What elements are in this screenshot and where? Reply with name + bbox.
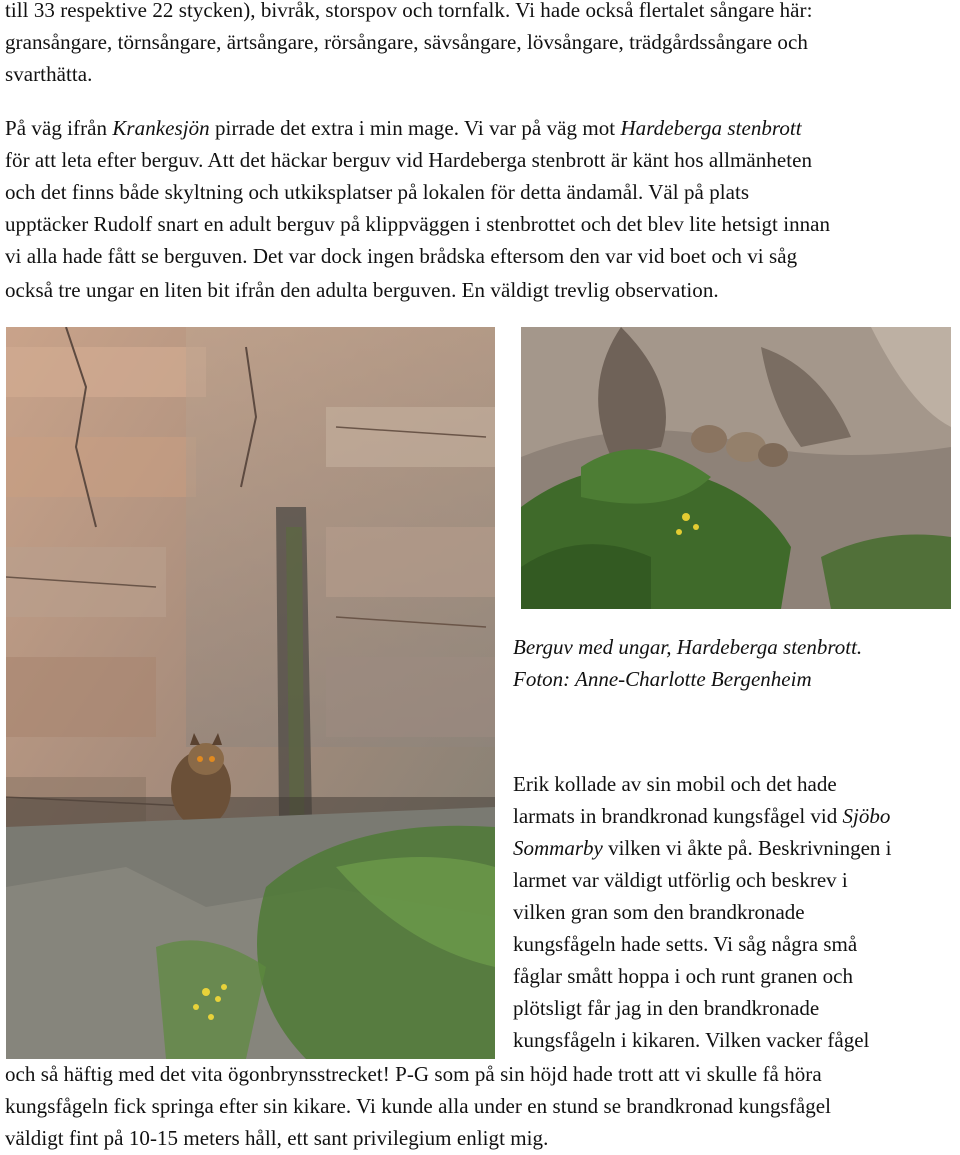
place-name: Krankesjön: [112, 116, 210, 140]
text-line: väldigt fint på 10-15 meters håll, ett sant privilegium enligt mig.: [5, 1126, 549, 1150]
text-run: På väg ifrån: [5, 116, 113, 140]
text-line: vi alla hade fått se berguven. Det var dock ingen brådska eftersom den var vid boet och vi såg: [5, 244, 798, 268]
text-line: svarthätta.: [5, 62, 93, 86]
owlets-photo: [521, 327, 951, 609]
text-line: till 33 respektive 22 stycken), bivråk, storspov och tornfalk. Vi hade också flertalet sångare här:: [5, 0, 813, 22]
text-line: gransångare, törnsångare, ärtsångare, rörsångare, sävsångare, lövsångare, trädgårdssångare och: [5, 30, 808, 54]
text-line: larmet var väldigt utförlig och beskrev i: [513, 868, 848, 892]
text-line: också tre ungar en liten bit ifrån den adulta berguven. En väldigt trevlig observation.: [5, 278, 719, 302]
text-line: kungsfågeln fick springa efter sin kikare. Vi kunde alla under en stund se brandkronad kungsfågel: [5, 1094, 832, 1118]
text-run: pirrade det extra i min mage. Vi var på väg mot: [209, 116, 621, 140]
text-line: plötsligt får jag in den brandkronade: [513, 996, 820, 1020]
place-name: Sommarby: [513, 836, 603, 860]
place-name: Sjöbo: [842, 804, 891, 828]
text-line: [513, 800, 890, 832]
text-line: och så häftig med det vita ögonbrynsstrecket! P-G som på sin höjd hade trott att vi skulle få höra: [5, 1062, 822, 1086]
text-line: kungsfågeln hade setts. Vi såg några små: [513, 932, 858, 956]
text-line: för att leta efter berguv. Att det häckar berguv vid Hardeberga stenbrott är känt hos allmänheten: [5, 148, 813, 172]
text-run: vilken vi åkte på. Beskrivningen i: [602, 836, 892, 860]
text-run: larmats in brandkronad kungsfågel vid: [513, 804, 843, 828]
text-line: kungsfågeln i kikaren. Vilken vacker fågel: [513, 1028, 870, 1052]
eagle-owl-cliff-photo: [6, 327, 495, 1059]
text-line: vilken gran som den brandkronade: [513, 900, 805, 924]
text-line: och det finns både skyltning och utkiksplatser på lokalen för detta ändamål. Väl på plats: [5, 180, 750, 204]
place-name: Hardeberga stenbrott: [620, 116, 802, 140]
text-line: fåglar smått hoppa i och runt granen och: [513, 964, 853, 988]
text-line: Erik kollade av sin mobil och det hade: [513, 772, 837, 796]
text-line: upptäcker Rudolf snart en adult berguv på klippväggen i stenbrottet och det blev lite hetsigt innan: [5, 212, 831, 236]
photo-caption-line: Berguv med ungar, Hardeberga stenbrott.: [513, 635, 863, 659]
text-line: [513, 832, 892, 864]
photo-credit: Foton: Anne-Charlotte Bergenheim: [513, 667, 812, 691]
text-line: [5, 112, 802, 144]
